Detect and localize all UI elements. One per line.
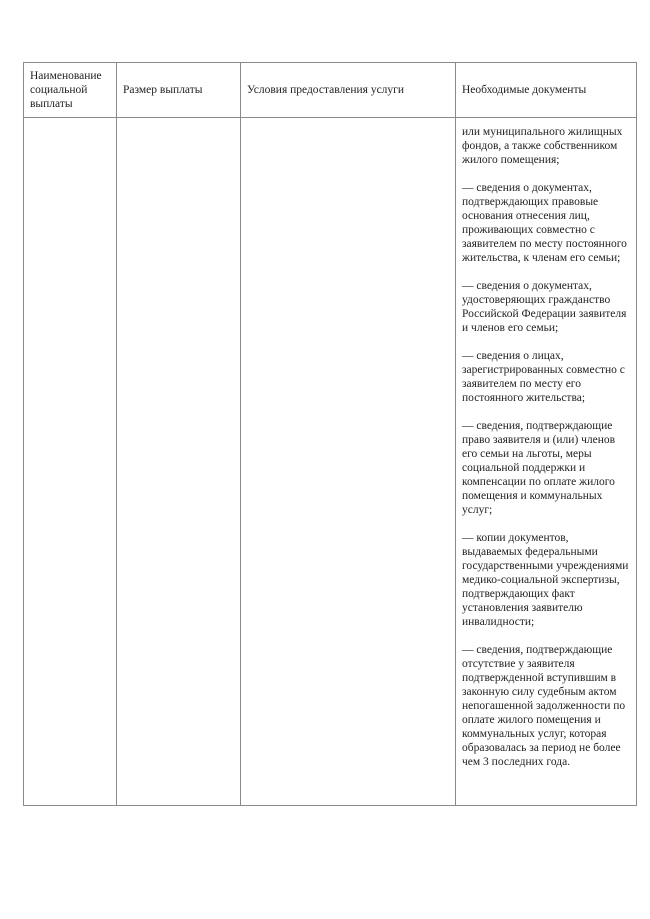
header-payment-amount: Размер выплаты: [117, 63, 241, 118]
header-payment-name: Наименование социальной выплаты: [24, 63, 117, 118]
cell-payment-name: [24, 118, 117, 806]
cell-required-documents: [456, 118, 637, 806]
header-service-conditions: Условия предоставления услуги: [241, 63, 456, 118]
header-required-documents: Необходимые документы: [456, 63, 637, 118]
document-item: — сведения о лицах, зарегистрированных совместно с заявителем по месту его постоянного жительства;: [462, 350, 625, 404]
table-header-row: [24, 63, 637, 118]
document-item: — копии документов, выдаваемых федеральными государственными учреждениями медико-социальной экспертизы, подтверждающих факт установления заявителю инвалидности;: [462, 532, 629, 628]
cell-payment-amount: [117, 118, 241, 806]
document-item: или муниципального жилищных фондов, а также собственником жилого помещения;: [462, 126, 623, 166]
document-item: — сведения, подтверждающие право заявителя и (или) членов его семьи на льготы, меры социальной поддержки и компенсации по оплате жилого помещения и коммунальных услуг;: [462, 420, 616, 516]
table-row: [24, 118, 637, 806]
document-item: — сведения о документах, удостоверяющих гражданство Российской Федерации заявителя и членов его семьи;: [462, 280, 627, 334]
documents-table: [23, 62, 637, 806]
cell-service-conditions: [241, 118, 456, 806]
document-item: — сведения о документах, подтверждающих правовые основания отнесения лиц, проживающих совместно с заявителем по месту постоянного жительства, к членам его семьи;: [462, 182, 627, 264]
document-item: — сведения, подтверждающие отсутствие у заявителя подтвержденной вступившим в законную силу судебным актом непогашенной задолженности по оплате жилого помещения и коммунальных услуг, которая образовалась за период не более чем 3 последних года.: [462, 644, 626, 768]
